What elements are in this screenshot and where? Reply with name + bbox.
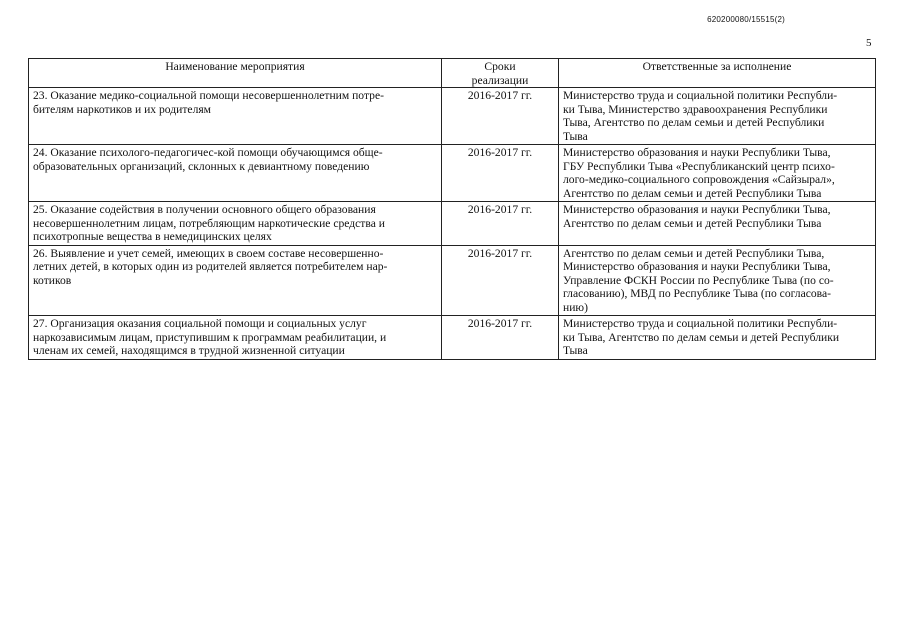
responsible-cell-line: ки Тыва, Министерство здравоохранения Республики [563, 102, 828, 116]
table-row [29, 202, 876, 246]
responsible-cell [559, 145, 876, 202]
event-cell-line: 27. Организация оказания социальной помощи и социальных услуг [33, 317, 367, 330]
event-cell-line: образовательных организаций, склонных к девиантному поведению [33, 159, 370, 173]
responsible-cell-line: Тыва [563, 129, 588, 143]
event-cell-line: 23. Оказание медико-социальной помощи несовершеннолетним потре- [33, 89, 384, 102]
period-cell: 2016-2017 гг. [442, 245, 559, 316]
responsible-cell-line: Тыва, Агентство по делам семьи и детей Республики [563, 116, 825, 129]
responsible-cell [559, 88, 876, 145]
header-responsible [559, 59, 876, 88]
event-cell-line: котиков [33, 273, 72, 287]
header-period-line2: реализации [471, 73, 529, 87]
page-number: 5 [866, 37, 872, 49]
header-responsible-label: Ответственные за исполнение [642, 60, 792, 73]
event-cell-line: членам их семей, находящимся в трудной жизненной ситуации [33, 344, 345, 357]
responsible-cell [559, 245, 876, 316]
responsible-cell [559, 202, 876, 246]
event-cell-line: бителям наркотиков и их родителям [33, 102, 212, 116]
responsible-cell-line: Агентство по делам семьи и детей Республики Тыва [563, 216, 822, 230]
responsible-cell-line: Министерство образования и науки Республики Тыва, [563, 260, 831, 273]
responsible-cell [559, 316, 876, 360]
table-row [29, 145, 876, 202]
header-event [29, 59, 442, 88]
event-cell-line: несовершеннолетним лицам, потребляющим наркотические средства и [33, 216, 385, 230]
event-cell-line: 24. Оказание психолого-педагогичес-кой помощи обучающимся обще- [33, 146, 383, 159]
responsible-cell-line: ки Тыва, Агентство по делам семьи и детей Республики [563, 330, 840, 344]
responsible-cell-line: лого-медико-социального сопровождения «Сайзырал», [563, 173, 835, 186]
measures-table [28, 58, 876, 360]
table-row [29, 316, 876, 360]
event-cell [29, 145, 442, 202]
period-cell: 2016-2017 гг. [442, 316, 559, 360]
responsible-cell-line: Управление ФСКН России по Республике Тыва (по со- [563, 273, 834, 287]
responsible-cell-line: Министерство образования и науки Республики Тыва, [563, 146, 831, 159]
event-cell-line: психотропные вещества в немедицинских целях [33, 230, 272, 243]
responsible-cell-line: Агентство по делам семьи и детей Республики Тыва [563, 186, 822, 200]
responsible-cell-line: Министерство труда и социальной политики Республи- [563, 317, 838, 330]
responsible-cell-line: ГБУ Республики Тыва «Республиканский центр психо- [563, 159, 835, 173]
event-cell [29, 202, 442, 246]
period-cell: 2016-2017 гг. [442, 88, 559, 145]
table-row [29, 245, 876, 316]
event-cell-line: наркозависимым лицам, приступившим к программам реабилитации, и [33, 330, 387, 344]
responsible-cell-line: Министерство образования и науки Республики Тыва, [563, 203, 831, 216]
event-cell-line: 26. Выявление и учет семей, имеющих в своем составе несовершенно- [33, 246, 384, 260]
document-code: 620200080/15515(2) [707, 15, 785, 24]
event-cell-line: летних детей, в которых один из родителей является потребителем нар- [33, 260, 388, 273]
period-cell: 2016-2017 гг. [442, 202, 559, 246]
period-cell: 2016-2017 гг. [442, 145, 559, 202]
header-event-label: Наименование мероприятия [165, 60, 305, 73]
header-period-line1: Сроки [484, 60, 516, 73]
event-cell-line: 25. Оказание содействия в получении основного общего образования [33, 203, 376, 216]
responsible-cell-line: Министерство труда и социальной политики Республи- [563, 89, 838, 102]
event-cell [29, 245, 442, 316]
responsible-cell-line: Агентство по делам семьи и детей Республики Тыва, [563, 246, 825, 260]
header-period [442, 59, 559, 88]
table-row [29, 88, 876, 145]
event-cell [29, 316, 442, 360]
table-header-row [29, 59, 876, 88]
responsible-cell-line: Тыва [563, 344, 588, 357]
responsible-cell-line: нию) [563, 300, 588, 314]
responsible-cell-line: гласованию), МВД по Республике Тыва (по согласова- [563, 287, 831, 300]
event-cell [29, 88, 442, 145]
